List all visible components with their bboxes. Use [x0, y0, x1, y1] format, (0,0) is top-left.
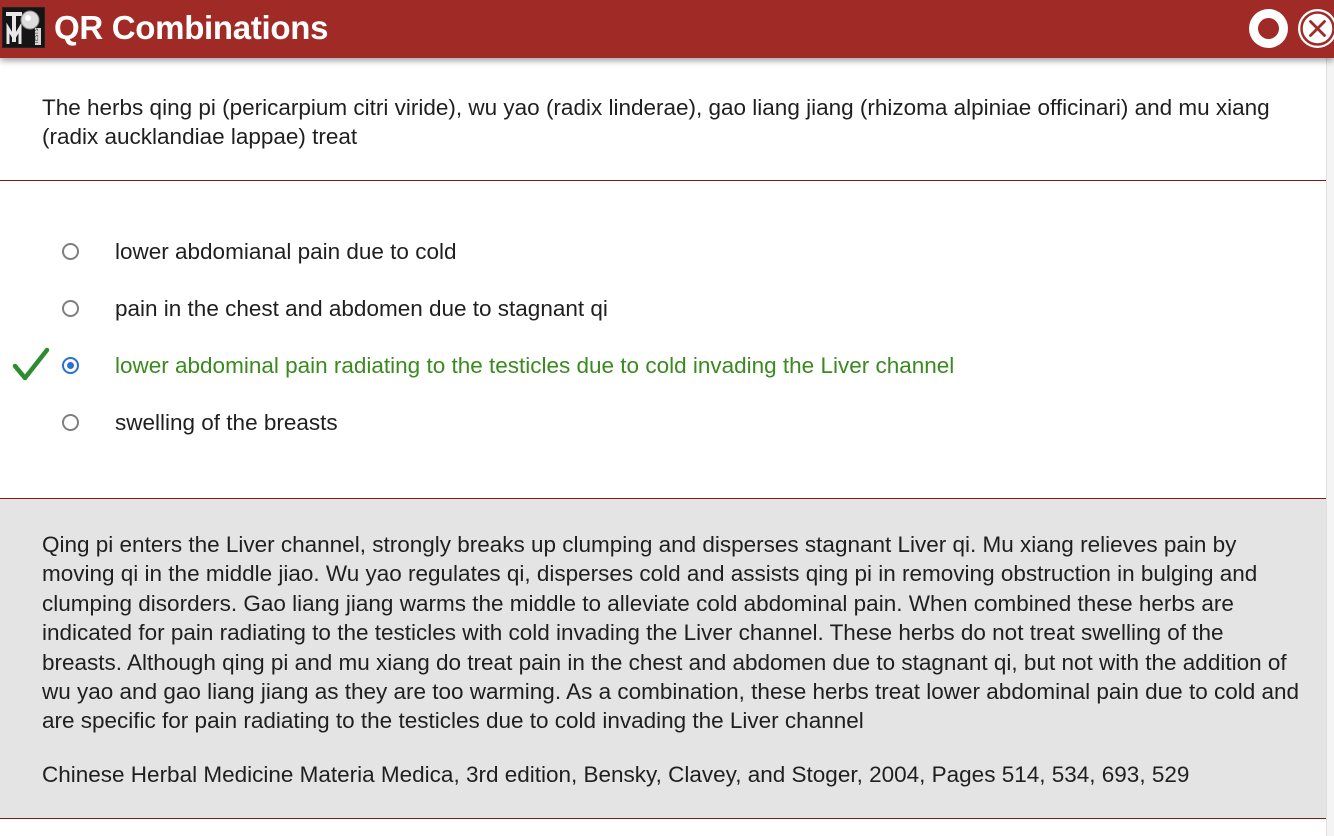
answer-option[interactable] — [0, 402, 1100, 446]
radio-button-selected[interactable] — [62, 357, 79, 374]
explanation-panel — [0, 499, 1326, 819]
close-button[interactable] — [1298, 9, 1334, 48]
checkmark-icon — [12, 347, 50, 383]
record-icon — [1258, 18, 1279, 39]
divider — [0, 818, 1326, 819]
record-button[interactable] — [1249, 9, 1288, 48]
divider — [0, 180, 1326, 181]
radio-button[interactable] — [62, 243, 79, 260]
tcm-tests-logo-icon — [2, 7, 45, 48]
answer-option[interactable] — [0, 231, 1100, 275]
radio-button[interactable] — [62, 414, 79, 431]
question-text: The herbs qing pi (pericarpium citri viride), wu yao (radix linderae), gao liang jiang (rhizoma alpiniae officinari) and mu xiang (radix aucklandiae lappae) treat — [42, 95, 1270, 149]
app-title: QR Combinations — [54, 9, 329, 46]
option-label-correct: lower abdominal pain radiating to the testicles due to cold invading the Liver channel — [115, 353, 955, 378]
option-label: swelling of the breasts — [115, 410, 338, 435]
reference-text: Chinese Herbal Medicine Materia Medica, 3rd edition, Bensky, Clavey, and Stoger, 2004, Pages 514, 534, 693, 529 — [42, 762, 1190, 787]
explanation-text: Qing pi enters the Liver channel, strongly breaks up clumping and disperses stagnant Liver qi. Mu xiang relieves pain by moving qi in the middle jiao. Wu yao regulates qi, disperses cold and assists qing pi in removing obstruction in bulging and clumping disorders. Gao liang jiang warms the middle to alleviate cold abdominal pain. When combined these herbs are indicated for pain radiating to the testicles with cold invading the Liver channel. These herbs do not treat swelling of the breasts. Although qing pi and mu xiang do treat pain in the chest and abdomen due to stagnant qi, but not with the addition of wu yao and gao liang jiang as they are too warming. As a combination, these herbs treat lower abdominal pain due to cold and are specific for pain radiating to the testicles due to cold invading the Liver channel — [42, 532, 1300, 734]
scrollbar-track[interactable] — [1326, 58, 1334, 836]
close-icon — [1298, 9, 1334, 48]
svg-text:TESTS: TESTS — [34, 28, 40, 44]
answer-option-correct[interactable] — [0, 345, 1100, 389]
option-label: pain in the chest and abdomen due to stagnant qi — [115, 296, 608, 321]
option-label: lower abdomianal pain due to cold — [115, 239, 457, 264]
answer-option[interactable] — [0, 288, 1100, 332]
title-bar — [0, 0, 1334, 58]
radio-button[interactable] — [62, 300, 79, 317]
